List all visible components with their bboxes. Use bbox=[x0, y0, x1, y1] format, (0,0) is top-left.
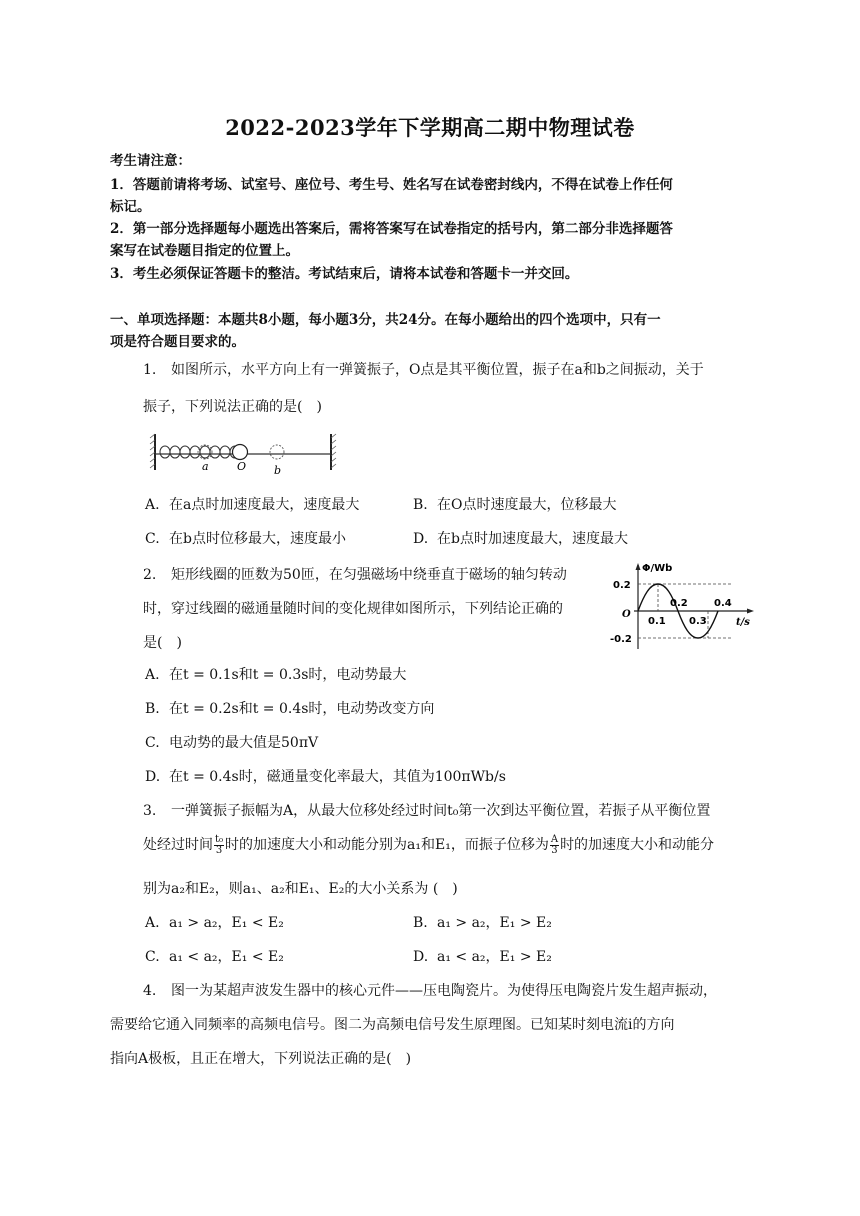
option-b: B. a₁ > a₂，E₁ > E₂ bbox=[413, 915, 552, 931]
notice-item: 3．考生必须保证答题卡的整洁。考试结束后，请将本试卷和答题卡一并交回。 bbox=[110, 266, 579, 282]
section-heading: 一、单项选择题：本题共8小题，每小题3分，共24分。在每小题给出的四个选项中，只有一 bbox=[110, 312, 661, 328]
option-b: B. 在O点时速度最大，位移最大 bbox=[413, 497, 617, 513]
point-label-b: b bbox=[274, 464, 282, 477]
fraction: $\frac{\text{t₀}}{3}$ bbox=[215, 833, 224, 856]
option-b: B. 在t = 0.2s和t = 0.4s时，电动势改变方向 bbox=[145, 701, 435, 717]
fraction: $\frac{A}{3}$ bbox=[550, 833, 559, 856]
question-text: 图一为某超声波发生器中的核心元件——压电陶瓷片。为使得压电陶瓷片发生超声振动， bbox=[171, 983, 717, 999]
question-text: 如图所示，水平方向上有一弹簧振子，O点是其平衡位置，振子在a和b之间振动，关于 bbox=[171, 362, 704, 378]
question-text: 一弹簧振子振幅为A，从最大位移处经过时间t₀第一次到达平衡位置，若振子从平衡位置 bbox=[171, 803, 711, 819]
option-c: C. a₁ < a₂，E₁ < E₂ bbox=[145, 949, 284, 965]
x-tick-label: 0.2 bbox=[670, 598, 688, 609]
option-a: A. a₁ > a₂，E₁ < E₂ bbox=[145, 915, 284, 931]
option-c: C. 在b点时位移最大，速度最小 bbox=[145, 531, 346, 547]
question-1-stem-cont: 振子，下列说法正确的是( ) bbox=[143, 399, 322, 415]
section-heading-cont: 项是符合题目要求的。 bbox=[110, 334, 245, 350]
notice-item: 2．第一部分选择题每小题选出答案后，需将答案写在试卷指定的括号内，第二部分非选择题答 bbox=[110, 221, 673, 237]
question-number: 2. bbox=[143, 567, 157, 583]
point-label-o: O bbox=[237, 460, 247, 473]
x-axis-label: t/s bbox=[736, 617, 750, 628]
question-3-stem-cont: 别为a₂和E₂，则a₁、a₂和E₁、E₂的大小关系为 ( ) bbox=[143, 881, 458, 897]
question-4-stem-cont: 指向A极板，且正在增大，下列说法正确的是( ) bbox=[110, 1051, 412, 1067]
exam-title: 2022-2023学年下学期高二期中物理试卷 bbox=[225, 115, 635, 140]
notice-item: 标记。 bbox=[110, 199, 151, 215]
spring-oscillator-figure bbox=[148, 430, 338, 478]
option-a: A. 在a点时加速度最大，速度最大 bbox=[145, 497, 360, 513]
point-label-a: a bbox=[202, 460, 209, 473]
question-2-stem-cont: 时，穿过线圈的磁通量随时间的变化规律如图所示，下列结论正确的 bbox=[143, 601, 563, 617]
y-axis-label: Φ/Wb bbox=[642, 563, 673, 574]
question-1-stem bbox=[143, 359, 704, 379]
option-d: D. 在t = 0.4s时，磁通量变化率最大，其值为100πWb/s bbox=[145, 769, 506, 785]
notice-heading: 考生请注意： bbox=[110, 153, 191, 169]
question-4-stem-cont: 需要给它通入同频率的高频电信号。图二为高频电信号发生原理图。已知某时刻电流i的方向 bbox=[110, 1017, 675, 1033]
option-d: D. a₁ < a₂，E₁ > E₂ bbox=[413, 949, 552, 965]
question-2-stem-cont: 是( ) bbox=[143, 635, 182, 651]
x-tick-label: 0.3 bbox=[689, 616, 707, 627]
option-d: D. 在b点时加速度最大，速度最大 bbox=[413, 531, 628, 547]
question-number: 4. bbox=[143, 983, 157, 999]
question-3-stem bbox=[143, 800, 710, 820]
question-4-stem bbox=[143, 980, 717, 1000]
option-c: C. 电动势的最大值是50πV bbox=[145, 735, 319, 751]
question-number: 3. bbox=[143, 803, 157, 819]
option-a: A. 在t = 0.1s和t = 0.3s时，电动势最大 bbox=[145, 667, 407, 683]
question-number: 1. bbox=[143, 362, 157, 378]
question-3-stem-cont: 处经过时间 $\frac{\text{t₀}}{3}$ 时的加速度大小和动能分别为a₁和E₁，而振子位移为 $\frac{A}{3}$ 时的加速度大小和动能分 bbox=[143, 833, 715, 856]
notice-item: 案写在试卷题目指定的位置上。 bbox=[110, 243, 299, 259]
x-tick-label: 0.4 bbox=[714, 598, 732, 609]
y-tick-label: -0.2 bbox=[610, 634, 632, 645]
notice-item: 1．答题前请将考场、试室号、座位号、考生号、姓名写在试卷密封线内，不得在试卷上作任何 bbox=[110, 177, 673, 193]
question-2-stem bbox=[143, 564, 567, 584]
y-tick-label: 0.2 bbox=[613, 580, 631, 591]
origin-label: O bbox=[622, 609, 631, 620]
x-tick-label: 0.1 bbox=[648, 616, 666, 627]
question-text: 矩形线圈的匝数为50匝，在匀强磁场中绕垂直于磁场的轴匀转动 bbox=[171, 567, 567, 583]
flux-time-graph bbox=[610, 561, 760, 653]
